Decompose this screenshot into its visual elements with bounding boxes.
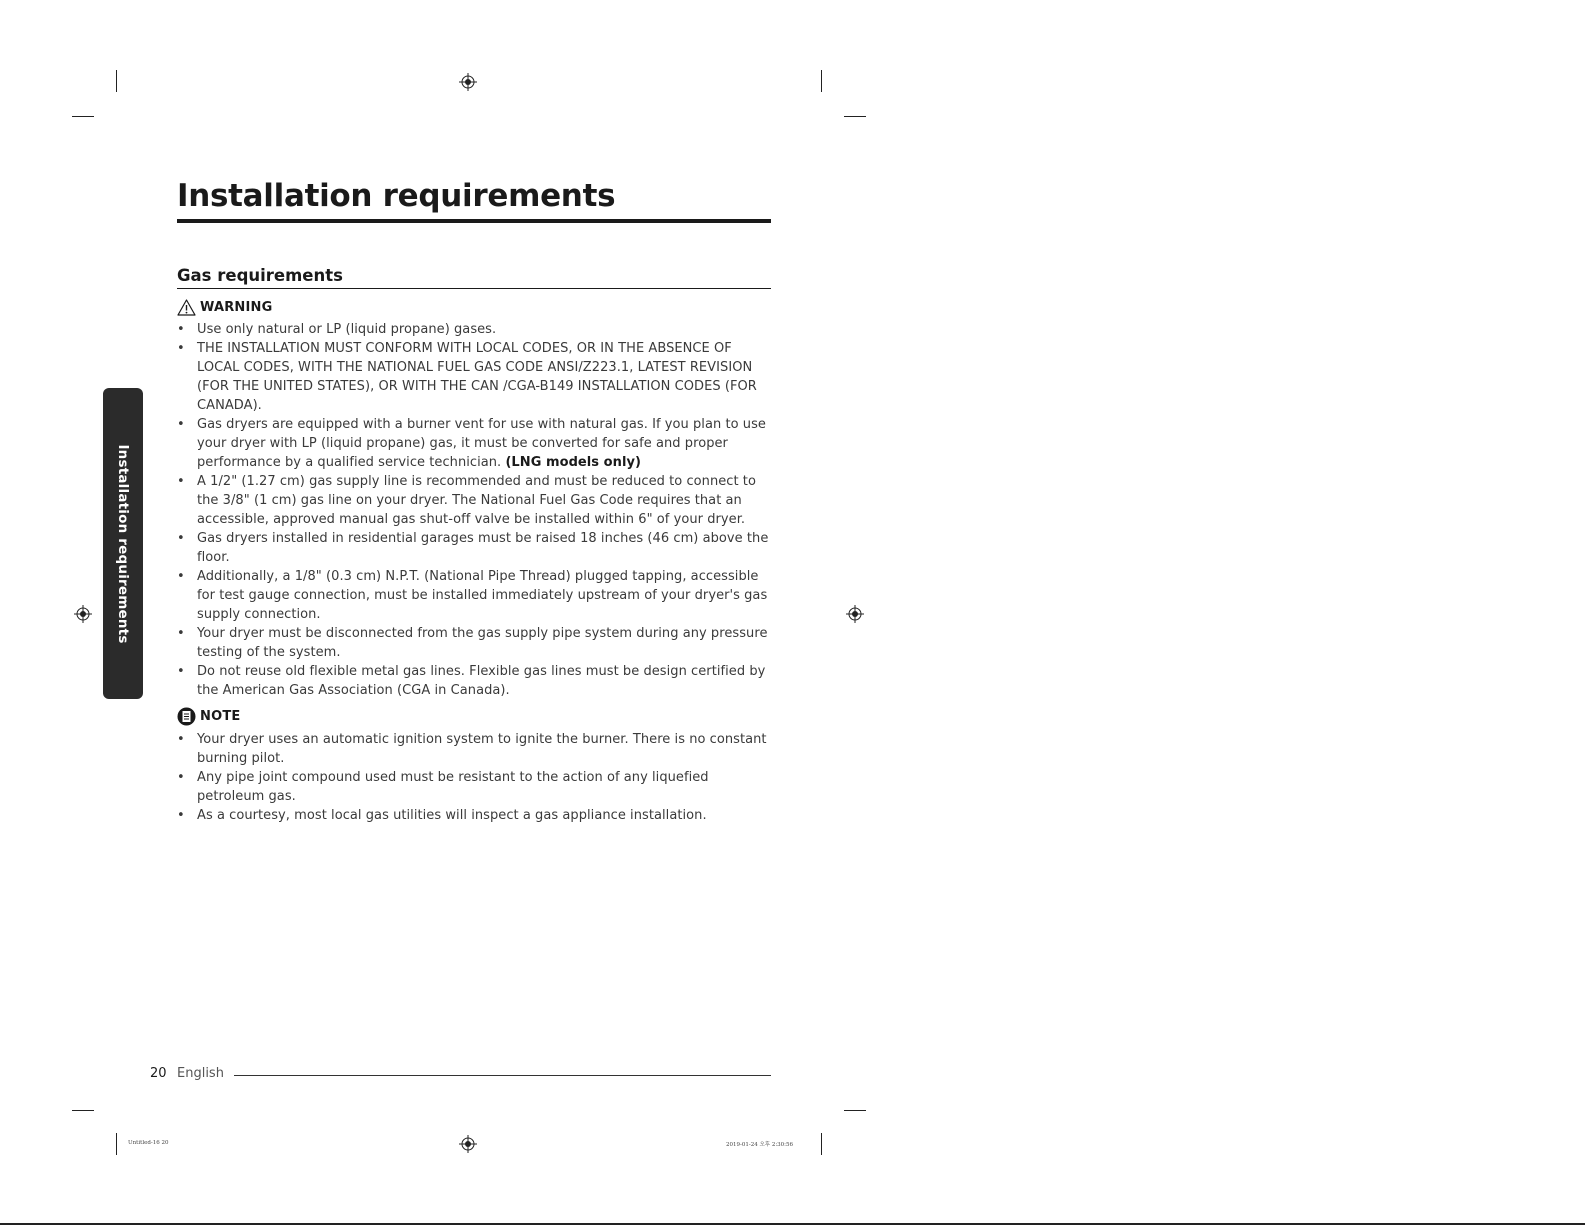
section-title: Gas requirements [177, 266, 343, 285]
crop-mark [72, 1110, 94, 1111]
note-icon [177, 707, 196, 726]
crop-mark [821, 70, 822, 92]
side-tab-label: Installation requirements [115, 443, 131, 644]
list-item: • As a courtesy, most local gas utilities will inspect a gas appliance installation. [177, 806, 773, 825]
lng-models-note: (LNG models only) [505, 455, 641, 470]
list-item: • Gas dryers installed in residential garages must be raised 18 inches (46 cm) above the floor. [177, 529, 773, 567]
crop-mark [116, 1133, 117, 1155]
list-item-text: Gas dryers are equipped with a burner vent for use with natural gas. If you plan to use your dryer with LP (liquid propane) gas, it must be converted for safe and proper performance by a qualified service technician. [197, 417, 766, 470]
registration-mark-icon [74, 605, 92, 623]
list-item: • Your dryer uses an automatic ignition system to ignite the burner. There is no constant burning pilot. [177, 730, 773, 768]
crop-mark [72, 116, 94, 117]
list-item: • Use only natural or LP (liquid propane) gases. [177, 320, 773, 339]
note-header [177, 706, 240, 726]
warning-triangle-icon [177, 299, 196, 316]
page-title: Installation requirements [177, 178, 616, 214]
list-item [177, 415, 773, 472]
warning-list [177, 320, 773, 700]
registration-mark-icon [459, 1135, 477, 1153]
note-label: NOTE [200, 708, 241, 724]
crop-mark [821, 1133, 822, 1155]
footer-rule [234, 1075, 771, 1076]
title-rule [177, 219, 771, 223]
crop-mark [844, 1110, 866, 1111]
side-tab [103, 388, 143, 699]
page-language: English [177, 1066, 224, 1081]
page-number: 20 [150, 1066, 167, 1081]
list-item: • Your dryer must be disconnected from the gas supply pipe system during any pressure testing of the system. [177, 624, 773, 662]
crop-mark [116, 70, 117, 92]
note-list [177, 730, 773, 825]
crop-mark [844, 116, 866, 117]
list-item: • THE INSTALLATION MUST CONFORM WITH LOCAL CODES, OR IN THE ABSENCE OF LOCAL CODES, WITH THE NATIONAL FUEL GAS CODE ANSI/Z223.1, LATEST REVISION (FOR THE UNITED STATES), OR WITH THE CAN /CGA-B149 INSTALLATION CODES (FOR CANADA). [177, 339, 773, 415]
warning-label: WARNING [200, 299, 273, 315]
print-timestamp: 2019-01-24 오후 2:30:56 [726, 1142, 794, 1148]
list-item: • Any pipe joint compound used must be resistant to the action of any liquefied petroleum gas. [177, 768, 773, 806]
print-file-info: Untitled-16 20 [128, 1140, 169, 1146]
registration-mark-icon [846, 605, 864, 623]
list-item: • Additionally, a 1/8" (0.3 cm) N.P.T. (National Pipe Thread) plugged tapping, accessible for test gauge connection, must be installed immediately upstream of your dryer's gas supply connection. [177, 567, 773, 624]
section-rule [177, 288, 771, 289]
list-item: • Do not reuse old flexible metal gas lines. Flexible gas lines must be design certified by the American Gas Association (CGA in Canada). [177, 662, 773, 700]
list-item: • A 1/2" (1.27 cm) gas supply line is recommended and must be reduced to connect to the 3/8" (1 cm) gas line on your dryer. The National Fuel Gas Code requires that an accessible, approved manual gas shut-off valve be installed within 6" of your dryer. [177, 472, 773, 529]
warning-header [177, 297, 273, 317]
registration-mark-icon [459, 73, 477, 91]
